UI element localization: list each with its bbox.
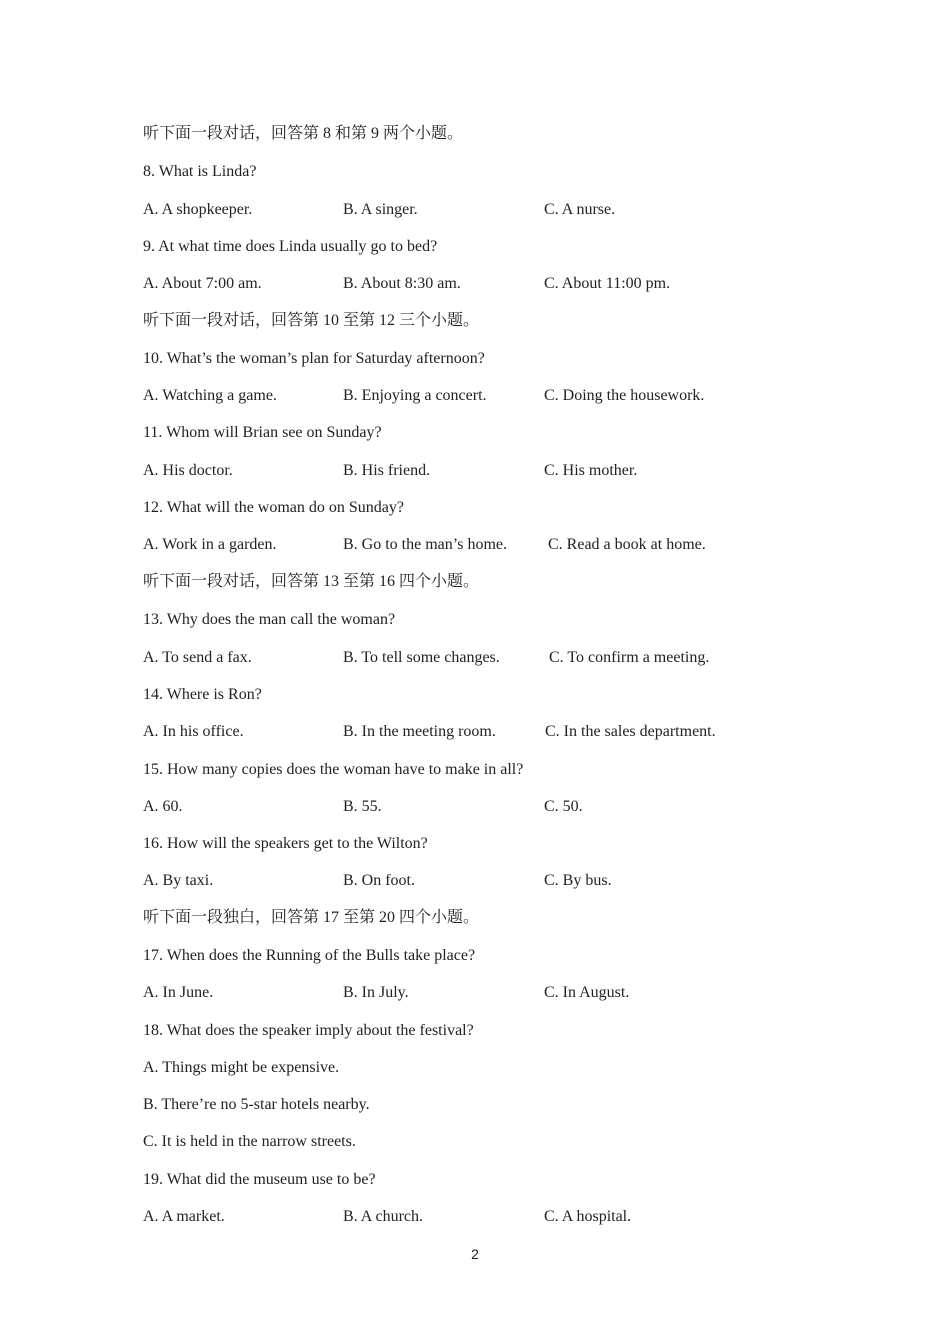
option-a: A. A shopkeeper. xyxy=(143,201,253,218)
question-11: 11. Whom will Brian see on Sunday? xyxy=(143,424,382,441)
option-c: C. It is held in the narrow streets. xyxy=(143,1133,356,1150)
option-c: C. A hospital. xyxy=(544,1208,632,1225)
option-a: A. A market. xyxy=(143,1208,225,1225)
option-a: A. Work in a garden. xyxy=(143,536,277,553)
option-c: C. To confirm a meeting. xyxy=(549,649,710,666)
option-a: A. 60. xyxy=(143,798,183,815)
question-15: 15. How many copies does the woman have to make in all? xyxy=(143,761,524,778)
option-c: C. In the sales department. xyxy=(545,723,716,740)
option-b: B. His friend. xyxy=(343,462,431,479)
option-a: A. By taxi. xyxy=(143,872,214,889)
question-9: 9. At what time does Linda usually go to bed? xyxy=(143,238,438,255)
option-b: B. In the meeting room. xyxy=(343,723,496,740)
question-17: 17. When does the Running of the Bulls take place? xyxy=(143,947,476,964)
question-18: 18. What does the speaker imply about the festival? xyxy=(143,1022,474,1039)
option-c: C. Read a book at home. xyxy=(548,536,706,553)
option-c: C. His mother. xyxy=(544,462,638,479)
question-13: 13. Why does the man call the woman? xyxy=(143,611,396,628)
option-c: C. By bus. xyxy=(544,872,612,889)
question-14: 14. Where is Ron? xyxy=(143,686,262,703)
option-a: A. To send a fax. xyxy=(143,649,252,666)
option-b: B. To tell some changes. xyxy=(343,649,500,666)
question-19: 19. What did the museum use to be? xyxy=(143,1171,376,1188)
option-c: C. Doing the housework. xyxy=(544,387,705,404)
option-b: B. In July. xyxy=(343,984,409,1001)
option-b: B. On foot. xyxy=(343,872,415,889)
option-a: A. Watching a game. xyxy=(143,387,277,404)
option-b: B. There’re no 5-star hotels nearby. xyxy=(143,1096,370,1113)
option-a: A. About 7:00 am. xyxy=(143,275,262,292)
section-instruction: 听下面一段对话，回答第 8 和第 9 两个小题。 xyxy=(143,125,464,142)
option-a: A. In June. xyxy=(143,984,214,1001)
option-a: A. In his office. xyxy=(143,723,244,740)
question-12: 12. What will the woman do on Sunday? xyxy=(143,499,404,516)
option-a: A. Things might be expensive. xyxy=(143,1059,340,1076)
option-b: B. Enjoying a concert. xyxy=(343,387,487,404)
section-instruction: 听下面一段对话，回答第 10 至第 12 三个小题。 xyxy=(143,312,480,329)
option-b: B. 55. xyxy=(343,798,382,815)
option-b: B. Go to the man’s home. xyxy=(343,536,507,553)
page-number: 2 xyxy=(471,1246,479,1262)
option-c: C. About 11:00 pm. xyxy=(544,275,671,292)
option-c: C. 50. xyxy=(544,798,583,815)
question-10: 10. What’s the woman’s plan for Saturday afternoon? xyxy=(143,350,485,367)
option-b: B. A church. xyxy=(343,1208,423,1225)
section-instruction: 听下面一段独白，回答第 17 至第 20 四个小题。 xyxy=(143,909,480,926)
option-c: C. In August. xyxy=(544,984,630,1001)
question-16: 16. How will the speakers get to the Wilton? xyxy=(143,835,428,852)
option-b: B. About 8:30 am. xyxy=(343,275,461,292)
option-c: C. A nurse. xyxy=(544,201,616,218)
option-b: B. A singer. xyxy=(343,201,418,218)
option-a: A. His doctor. xyxy=(143,462,233,479)
section-instruction: 听下面一段对话，回答第 13 至第 16 四个小题。 xyxy=(143,573,480,590)
question-8: 8. What is Linda? xyxy=(143,163,257,180)
